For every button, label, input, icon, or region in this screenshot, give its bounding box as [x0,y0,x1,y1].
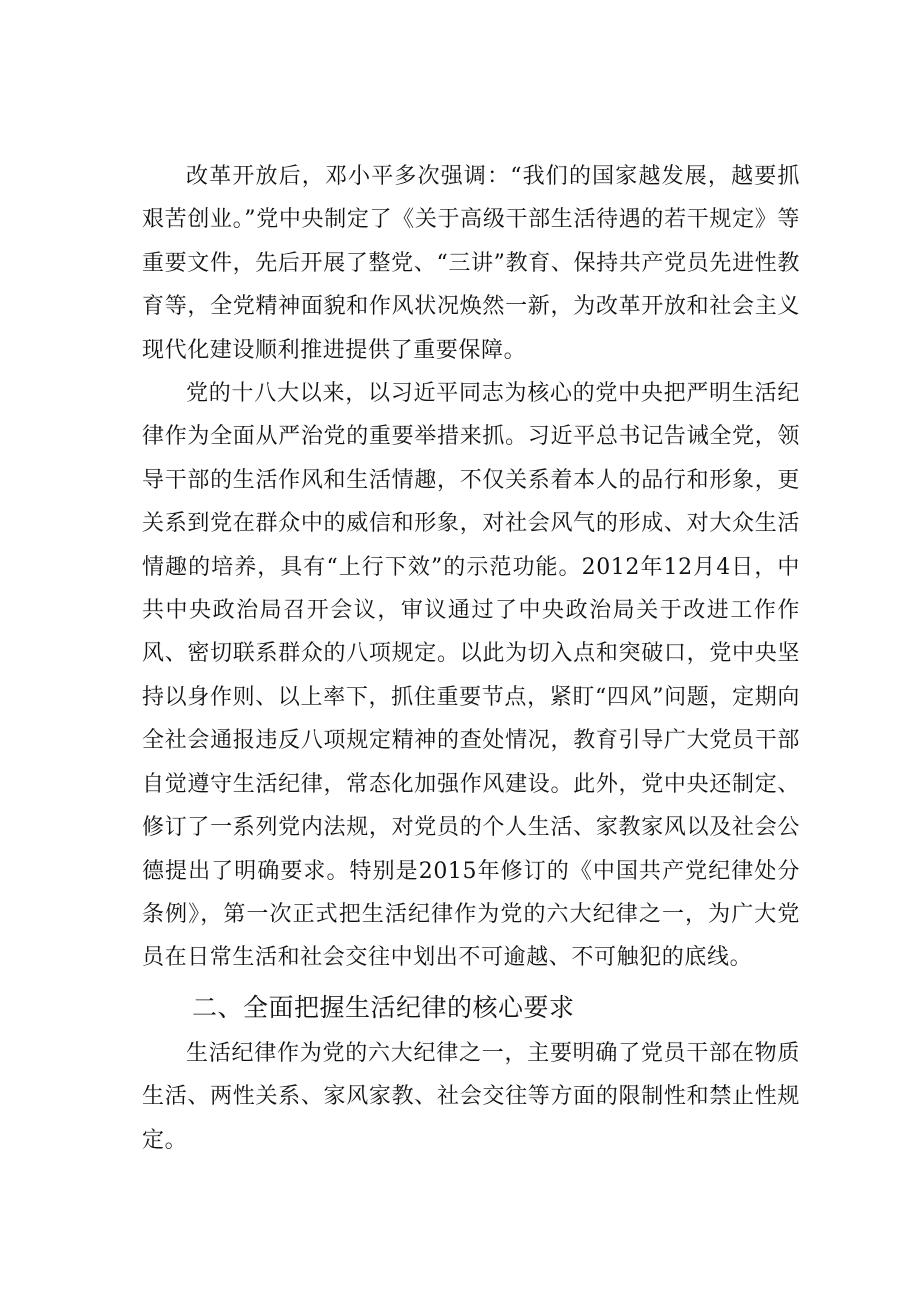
paragraph-since-18th-congress: 党的十八大以来，以习近平同志为核心的党中央把严明生活纪律作为全面从严治党的重要举措来抓。习近平总书记告诫全党，领导干部的生活作风和生活情趣，不仅关系着本人的品行和形象，更关系到党在群众中的威信和形象，对社会风气的形成、对大众生活情趣的培养，具有“上行下效”的示范功能。2012年12月4日，中共中央政治局召开会议，审议通过了中央政治局关于改进工作作风、密切联系群众的八项规定。以此为切入点和突破口，党中央坚持以身作则、以上率下，抓住重要节点，紧盯“四风”问题，定期向全社会通报违反八项规定精神的查处情况，教育引导广大党员干部自觉遵守生活纪律，常态化加强作风建设。此外，党中央还制定、修订了一系列党内法规，对党员的个人生活、家教家风以及社会公德提出了明确要求。特别是2015年修订的《中国共产党纪律处分条例》，第一次正式把生活纪律作为党的六大纪律之一，为广大党员在日常生活和社会交往中划出不可逾越、不可触犯的底线。 [142,381,800,971]
paragraph-core-requirements: 生活纪律作为党的六大纪律之一，主要明确了党员干部在物质生活、两性关系、家风家教、社会交往等方面的限制性和禁止性规定。 [142,1040,800,1153]
document-body [142,155,800,1162]
paragraph-reform-era: 改革开放后，邓小平多次强调：“我们的国家越发展，越要抓艰苦创业。”党中央制定了《关于高级干部生活待遇的若干规定》等重要文件，先后开展了整党、“三讲”教育、保持共产党员先进性教育等，全党精神面貌和作风状况焕然一新，为改革开放和社会主义现代化建设顺利推进提供了重要保障。 [142,164,800,363]
section-heading: 二、全面把握生活纪律的核心要求 [192,992,575,1022]
